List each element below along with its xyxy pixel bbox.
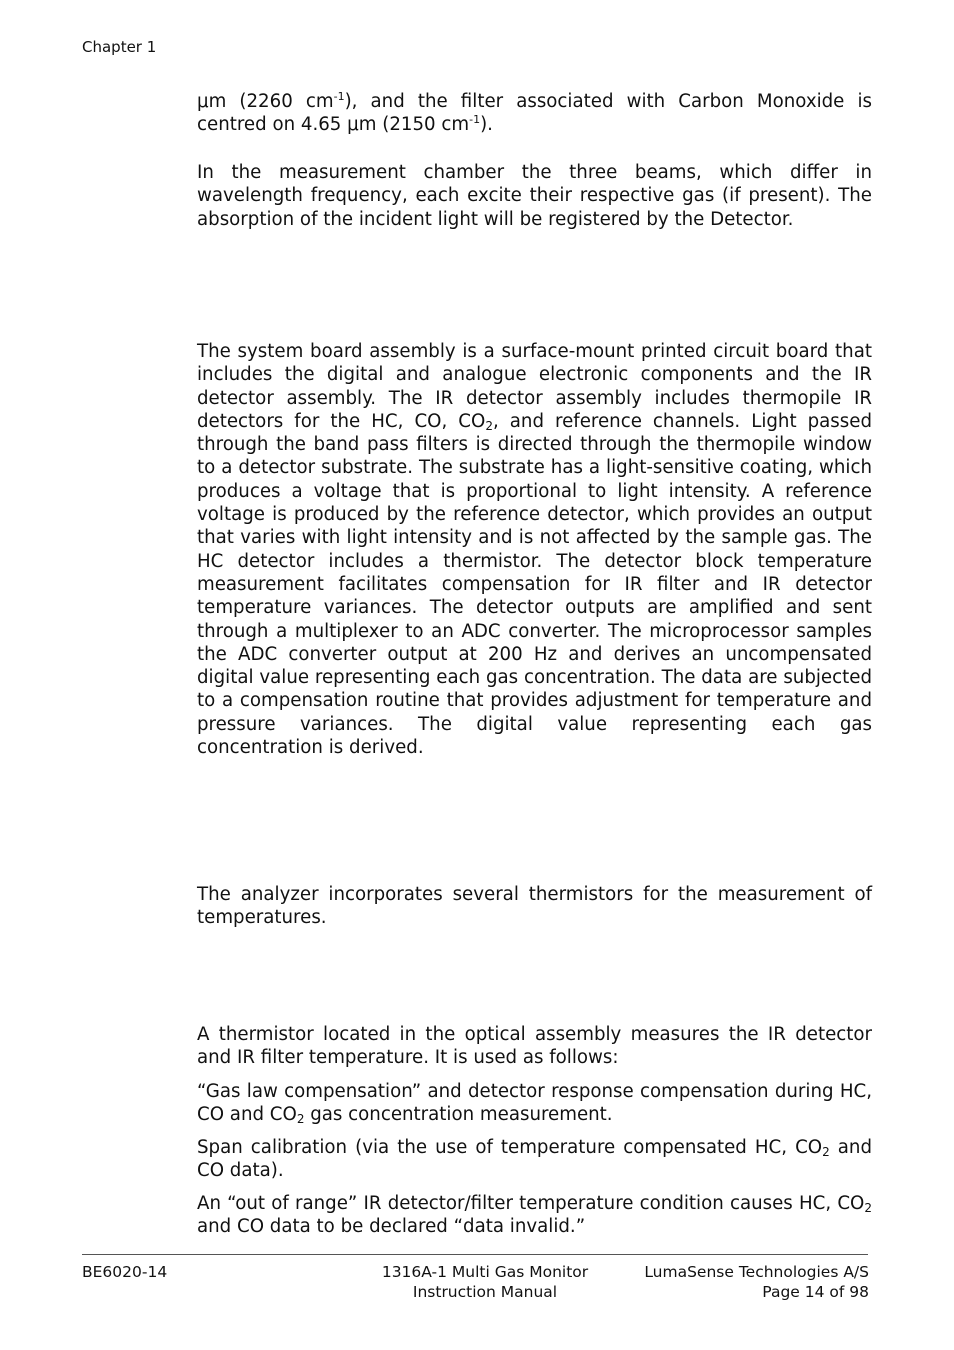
paragraph-measurement-chamber bbox=[197, 161, 872, 231]
p6-text-a: “Gas law compensation” and detector response compensation during HC, CO and CO bbox=[197, 1081, 872, 1126]
footer-divider bbox=[82, 1254, 868, 1255]
footer-product bbox=[360, 1262, 610, 1302]
p7-text-a: Span calibration (via the use of temperature compensated HC, CO bbox=[197, 1137, 823, 1158]
paragraph-gas-law bbox=[197, 1080, 872, 1127]
p1-sup-1: -1 bbox=[333, 90, 345, 103]
paragraph-thermistors bbox=[197, 883, 872, 930]
p1-text-c: ). bbox=[480, 114, 493, 136]
p6-sub: 2 bbox=[296, 1112, 305, 1127]
paragraph-filter-centres bbox=[197, 90, 872, 137]
p7-text-b: and CO data). bbox=[197, 1137, 873, 1182]
paragraph-system-board bbox=[197, 340, 872, 759]
p1-sup-2: -1 bbox=[469, 113, 481, 127]
chapter-header: Chapter 1 bbox=[82, 38, 157, 56]
footer-page-number: Page 14 of 98 bbox=[762, 1283, 869, 1301]
paragraph-span-calibration bbox=[197, 1136, 872, 1183]
p1-text-a: μm (2260 cm bbox=[197, 91, 334, 112]
paragraph-optical-thermistor bbox=[197, 1023, 872, 1070]
p1-text-b: ), and the filter associated with Carbon Monoxide is centred on 4.65 μm (2150 cm bbox=[197, 91, 872, 136]
p7-sub: 2 bbox=[822, 1145, 830, 1159]
p2-text: In the measurement chamber the three beams, which differ in wavelength frequency, each excite their respective gas (if present). The absorption of the incident light will be registered by the Detector. bbox=[197, 162, 872, 230]
p8-sub: 2 bbox=[864, 1201, 872, 1215]
footer-doc-id: BE6020-14 bbox=[82, 1263, 168, 1281]
footer-company-name: LumaSense Technologies A/S bbox=[644, 1263, 869, 1281]
p8-text-a: An “out of range” IR detector/filter temperature condition causes HC, CO bbox=[197, 1193, 865, 1214]
p5-text: A thermistor located in the optical assembly measures the IR detector and IR filter temperature. It is used as follows: bbox=[197, 1024, 872, 1069]
footer-product-name: 1316A-1 Multi Gas Monitor bbox=[381, 1263, 589, 1281]
p3-text-a: The system board assembly is a surface-mount printed circuit board that includes the digital and analogue electronic components and the IR detector assembly. The IR detector assembly includes thermopile IR detectors for the HC, CO, CO bbox=[197, 341, 872, 432]
p3-text-b: , and reference channels. Light passed through the band pass filters is directed through the thermopile window to a detector substrate. The substrate has a light-sensitive coating, which produces a voltage that is proportional to light intensity. A reference voltage is produced by the reference detector, which provides an output that varies with light intensity and is not affected by the sample gas. The HC detector includes a thermistor. The detector block temperature measurement facilitates compensation for IR filter and IR detector temperature variances. The detector outputs are amplified and sent through a multiplexer to an ADC converter. The microprocessor samples the ADC converter output at 200 Hz and derives an uncompensated digital value representing each gas concentration. The data are subjected to a compensation routine that provides adjustment for temperature and pressure variances. The digital value representing each gas concentration is derived. bbox=[197, 410, 872, 759]
p4-text: The analyzer incorporates several thermistors for the measurement of temperatures. bbox=[197, 884, 872, 929]
p6-text-b: gas concentration measurement. bbox=[304, 1104, 613, 1126]
p8-text-b: and CO data to be declared “data invalid.” bbox=[197, 1216, 586, 1238]
p3-sub: 2 bbox=[485, 418, 493, 433]
footer-company bbox=[644, 1262, 869, 1302]
footer-manual-name: Instruction Manual bbox=[412, 1283, 558, 1301]
paragraph-out-of-range bbox=[197, 1192, 872, 1239]
